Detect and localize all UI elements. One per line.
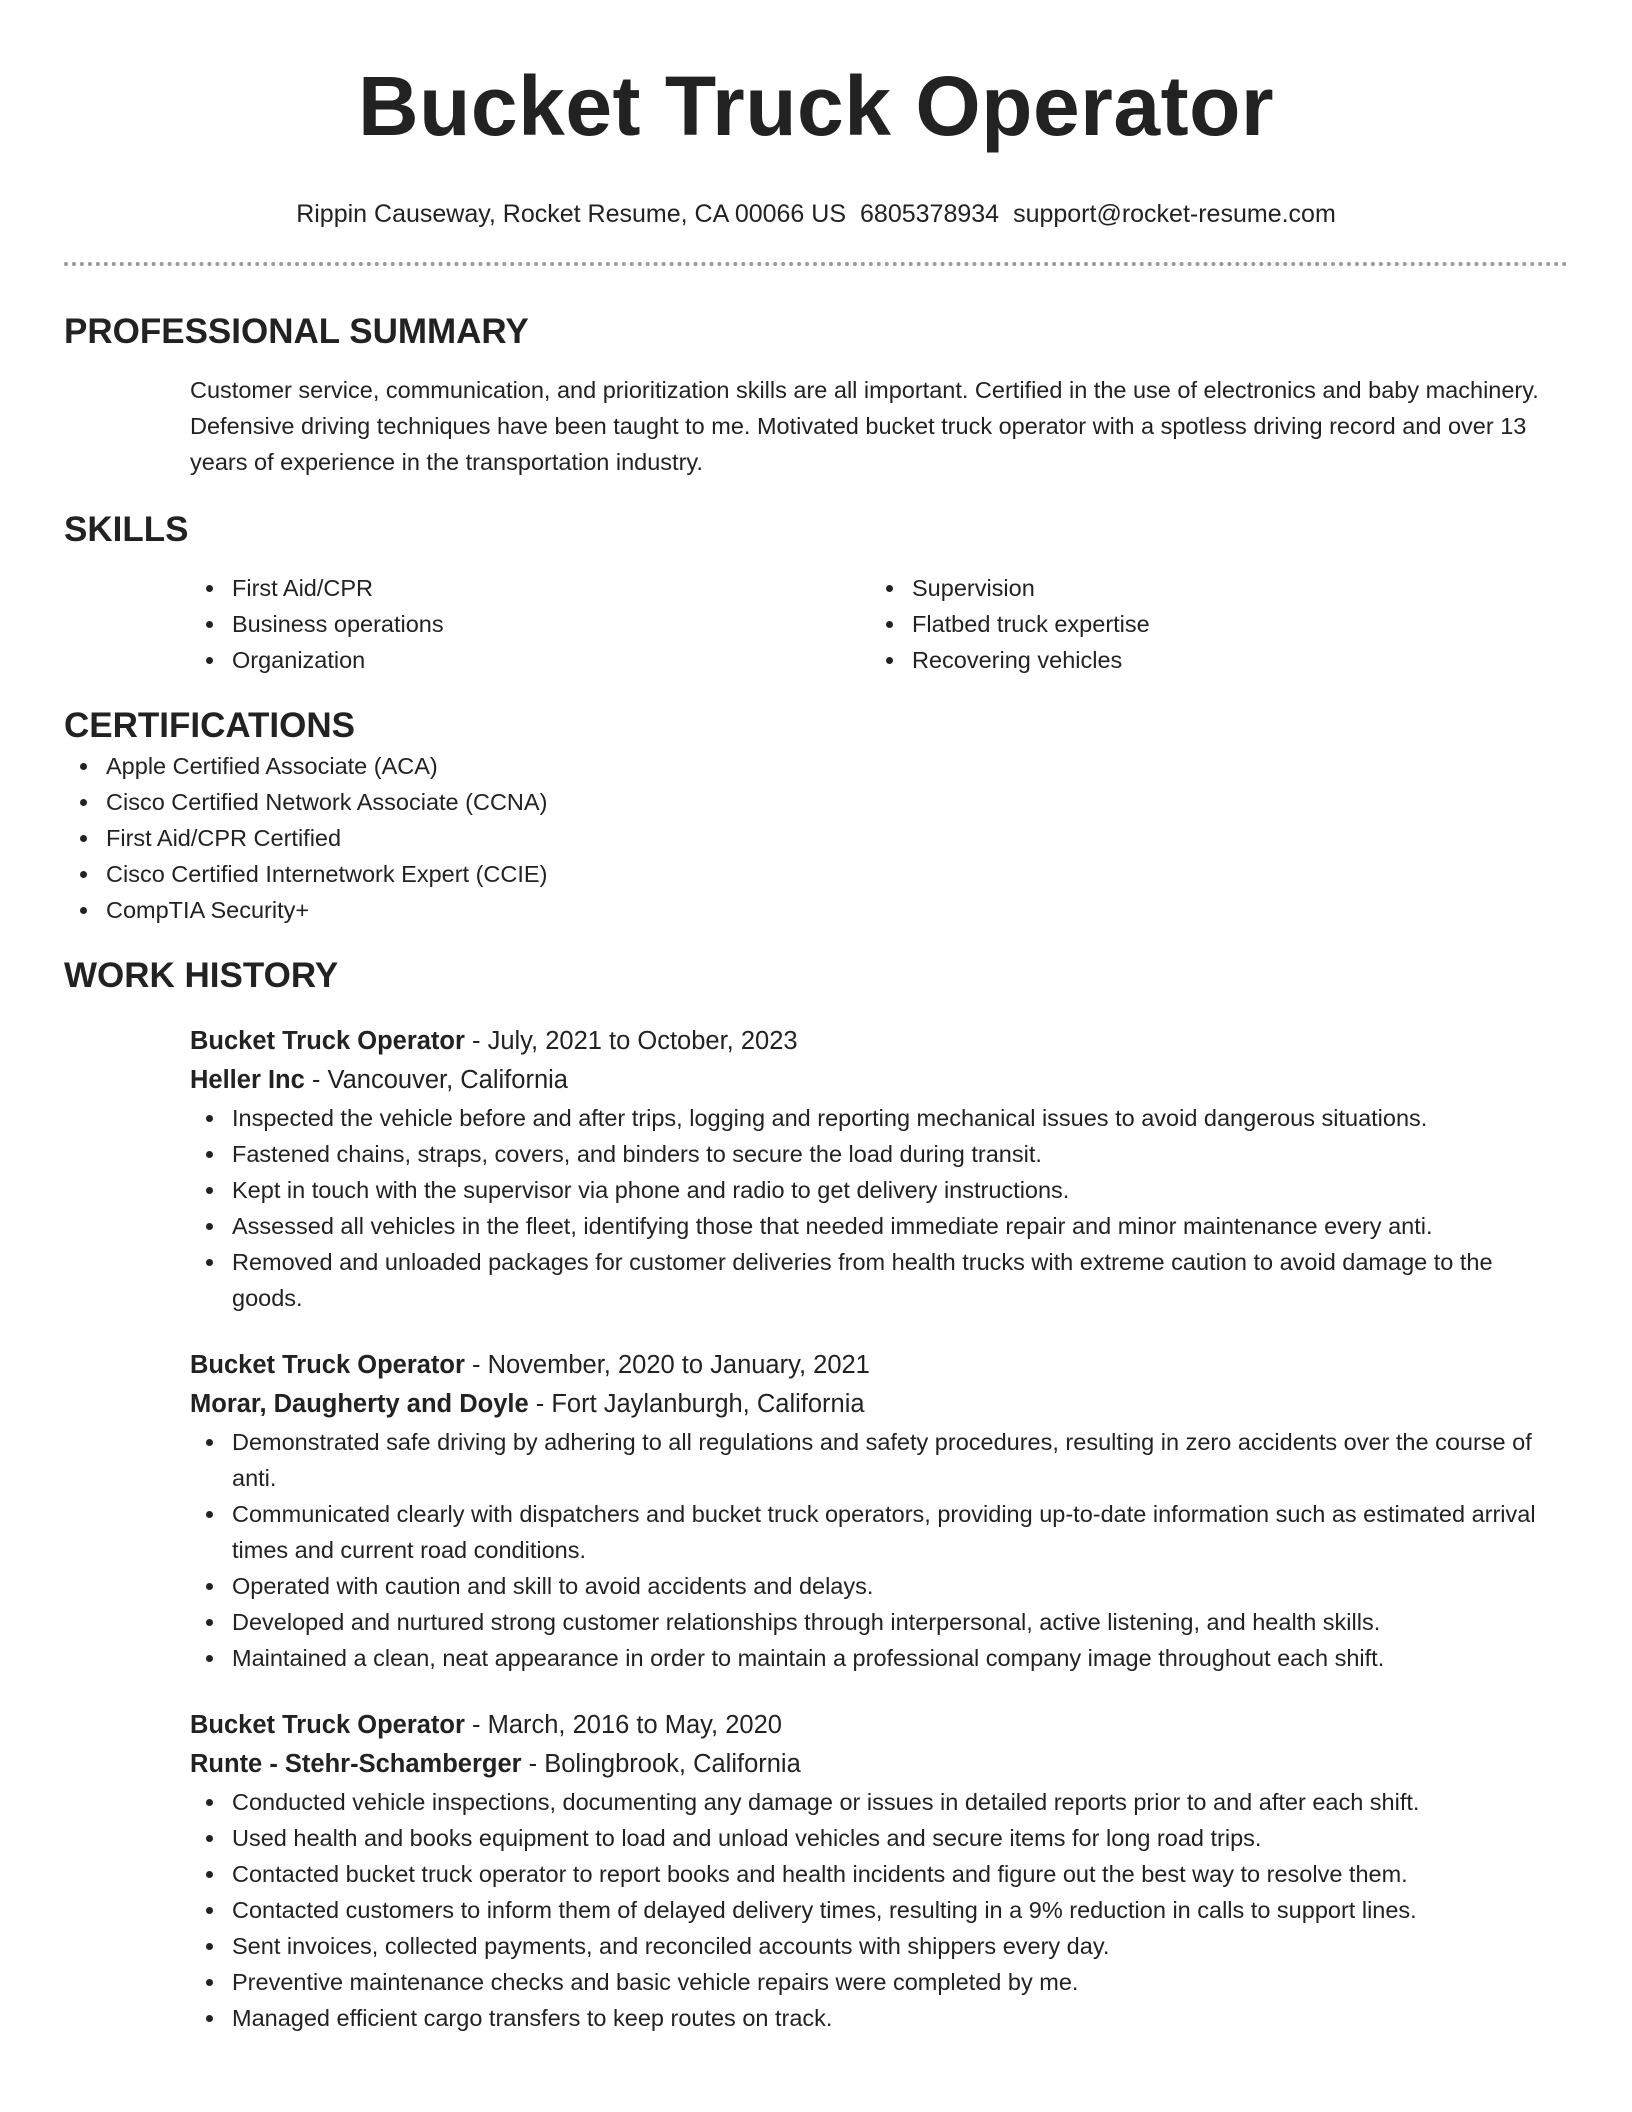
job-bullet: Fastened chains, straps, covers, and binders to secure the load during transit. [190, 1136, 1568, 1172]
certification-item: Cisco Certified Internetwork Expert (CCIE) [64, 856, 1568, 892]
job-company: Morar, Daugherty and Doyle [190, 1390, 529, 1418]
job-entry [64, 1346, 1568, 1676]
job-location: - Bolingbrook, California [521, 1750, 801, 1778]
job-company-line [190, 1745, 1568, 1784]
skills-list-left [190, 570, 870, 678]
certification-item: CompTIA Security+ [64, 892, 1568, 928]
job-location: - Fort Jaylanburgh, California [528, 1390, 865, 1418]
job-bullet: Kept in touch with the supervisor via phone and radio to get delivery instructions. [190, 1172, 1568, 1208]
job-bullet: Used health and books equipment to load and unload vehicles and secure items for long road trips. [190, 1820, 1568, 1856]
skills-heading: SKILLS [64, 510, 189, 549]
skill-item: Flatbed truck expertise [870, 606, 1550, 642]
job-role: Bucket Truck Operator [190, 1711, 465, 1739]
job-dates: - July, 2021 to October, 2023 [464, 1027, 798, 1055]
job-bullet: Preventive maintenance checks and basic vehicle repairs were completed by me. [190, 1964, 1568, 2000]
job-entry [64, 1022, 1568, 1316]
job-title-line [190, 1346, 1568, 1385]
job-company: Heller Inc [190, 1066, 305, 1094]
job-location: - Vancouver, California [304, 1066, 568, 1094]
skill-item: Organization [190, 642, 870, 678]
job-bullet: Assessed all vehicles in the fleet, identifying those that needed immediate repair and minor maintenance every anti. [190, 1208, 1568, 1244]
job-bullet: Conducted vehicle inspections, documenting any damage or issues in detailed reports prior to and after each shift. [190, 1784, 1568, 1820]
resume-name: Bucket Truck Operator [357, 59, 1275, 153]
job-bullets [190, 1100, 1568, 1316]
job-bullet: Communicated clearly with dispatchers and bucket truck operators, providing up-to-date information such as estimated arrival times and current road conditions. [190, 1496, 1568, 1568]
job-bullet: Managed efficient cargo transfers to keep routes on track. [190, 2000, 1568, 2036]
skill-item: Recovering vehicles [870, 642, 1550, 678]
job-company: Runte - Stehr-Schamberger [190, 1750, 522, 1778]
job-company-line [190, 1385, 1568, 1424]
contact-address: Rippin Causeway, Rocket Resume, CA 00066 US [296, 200, 847, 228]
job-bullets [190, 1784, 1568, 2036]
job-bullet: Demonstrated safe driving by adhering to all regulations and safety procedures, resulting in zero accidents over the course of anti. [190, 1424, 1568, 1496]
certifications-list [64, 748, 1568, 928]
job-bullets [190, 1424, 1568, 1676]
job-bullet: Inspected the vehicle before and after trips, logging and reporting mechanical issues to avoid dangerous situations. [190, 1100, 1568, 1136]
summary-heading: PROFESSIONAL SUMMARY [64, 312, 529, 351]
job-bullet: Removed and unloaded packages for customer deliveries from health trucks with extreme caution to avoid damage to the goods. [190, 1244, 1568, 1316]
skills-grid [64, 570, 1568, 678]
job-title-line [190, 1022, 1568, 1061]
job-role: Bucket Truck Operator [190, 1027, 465, 1055]
job-bullet: Contacted customers to inform them of delayed delivery times, resulting in a 9% reduction in calls to support lines. [190, 1892, 1568, 1928]
skill-item: First Aid/CPR [190, 570, 870, 606]
job-title-line [190, 1706, 1568, 1745]
job-bullet: Sent invoices, collected payments, and reconciled accounts with shippers every day. [190, 1928, 1568, 1964]
job-bullet: Contacted bucket truck operator to report books and health incidents and figure out the best way to resolve them. [190, 1856, 1568, 1892]
job-role: Bucket Truck Operator [190, 1351, 465, 1379]
header-divider [64, 262, 1568, 266]
contact-email: support@rocket-resume.com [1013, 200, 1336, 228]
contact-line [64, 198, 1568, 230]
skill-item: Business operations [190, 606, 870, 642]
work-history-heading: WORK HISTORY [64, 956, 339, 995]
skills-list-right [870, 570, 1550, 678]
skill-item: Supervision [870, 570, 1550, 606]
job-entry [64, 1706, 1568, 2036]
certifications-heading: CERTIFICATIONS [64, 706, 356, 745]
job-bullet: Operated with caution and skill to avoid accidents and delays. [190, 1568, 1568, 1604]
job-dates: - March, 2016 to May, 2020 [464, 1711, 782, 1739]
job-bullet: Developed and nurtured strong customer relationships through interpersonal, active listening, and health skills. [190, 1604, 1568, 1640]
summary-text: Customer service, communication, and prioritization skills are all important. Certified in the use of electronics and baby machinery. Defensive driving techniques have been taught to me. Motivated bucket truck operator with a spotless driving record and over 13 years of experience in the transportation industry. [190, 377, 1539, 475]
job-company-line [190, 1061, 1568, 1100]
certification-item: Cisco Certified Network Associate (CCNA) [64, 784, 1568, 820]
job-dates: - November, 2020 to January, 2021 [464, 1351, 870, 1379]
contact-phone: 6805378934 [860, 200, 1000, 228]
certification-item: First Aid/CPR Certified [64, 820, 1568, 856]
job-bullet: Maintained a clean, neat appearance in order to maintain a professional company image throughout each shift. [190, 1640, 1568, 1676]
certification-item: Apple Certified Associate (ACA) [64, 748, 1568, 784]
